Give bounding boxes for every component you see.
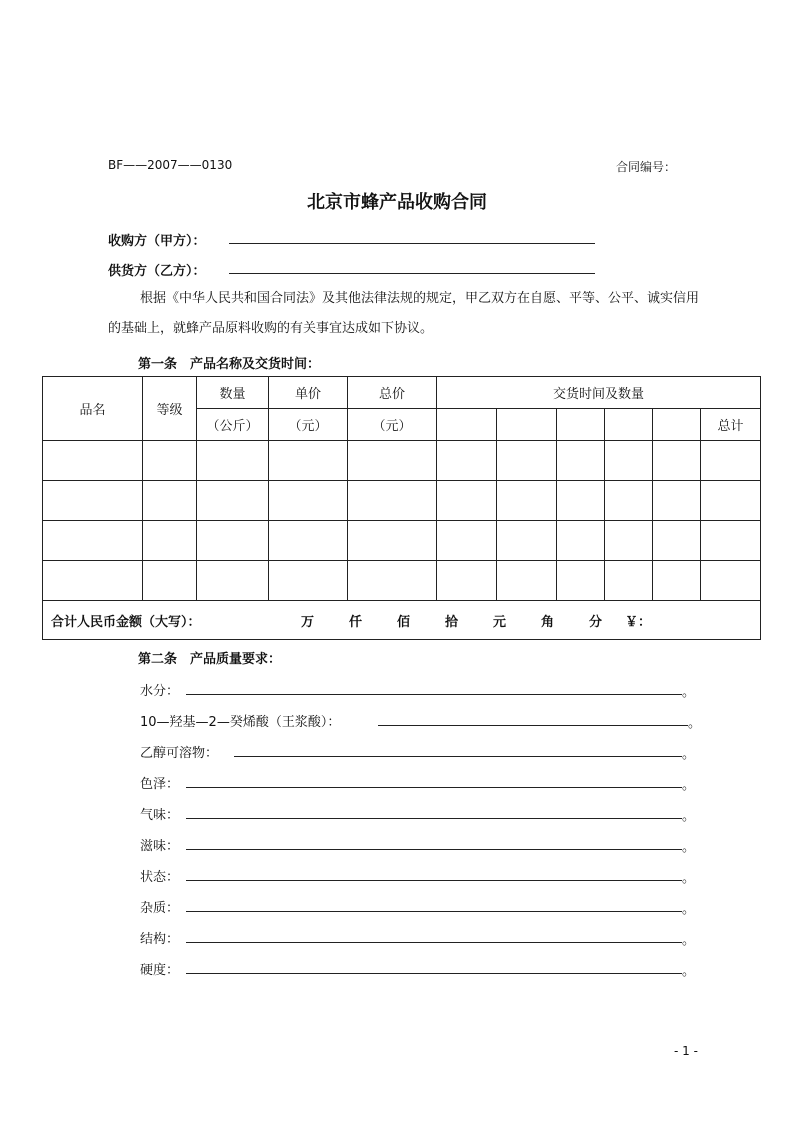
header-unit-price: 单价	[269, 377, 348, 409]
quality-blank-10hda[interactable]	[378, 725, 688, 726]
header-quantity: 数量	[197, 377, 269, 409]
seller-blank-line[interactable]	[229, 273, 595, 274]
quality-label-state: 状态：	[140, 870, 180, 885]
table-cell[interactable]	[43, 481, 143, 521]
table-cell[interactable]	[348, 521, 437, 561]
period-mark: 。	[688, 716, 702, 731]
quality-blank-structure[interactable]	[186, 942, 682, 943]
table-cell[interactable]	[269, 561, 348, 601]
total-amount-cell[interactable]	[43, 601, 761, 640]
unit-bai: 佰	[397, 614, 411, 630]
table-cell[interactable]	[605, 481, 653, 521]
quality-blank-taste[interactable]	[186, 849, 682, 850]
section-1-heading: 第一条 产品名称及交货时间：	[138, 357, 321, 372]
table-cell[interactable]	[497, 481, 557, 521]
quality-label-color: 色泽：	[140, 777, 180, 792]
table-cell[interactable]	[557, 561, 605, 601]
unit-yuan: 元	[493, 614, 507, 630]
quality-label-structure: 结构：	[140, 932, 180, 947]
header-total-unit: （元）	[348, 409, 437, 441]
page-title: 北京市蜂产品收购合同	[307, 192, 487, 213]
header-sum: 总计	[701, 409, 761, 441]
total-amount-label: 合计人民币金额（大写）：	[51, 614, 201, 630]
table-cell[interactable]	[557, 521, 605, 561]
table-cell[interactable]	[348, 481, 437, 521]
table-cell[interactable]	[437, 441, 497, 481]
table-cell[interactable]	[197, 441, 269, 481]
buyer-label: 收购方（甲方）：	[108, 234, 206, 249]
table-cell[interactable]	[653, 561, 701, 601]
table-row	[43, 441, 761, 481]
section-2-heading: 第二条 产品质量要求：	[138, 652, 282, 667]
quality-label-10hda: 10—羟基—2—癸烯酸（王浆酸）：	[140, 715, 341, 730]
table-cell[interactable]	[143, 481, 197, 521]
table-cell[interactable]	[653, 441, 701, 481]
total-amount-row	[43, 601, 761, 640]
unit-shi: 拾	[445, 614, 459, 630]
table-row	[43, 521, 761, 561]
quality-label-taste: 滋味：	[140, 839, 180, 854]
intro-text: 根据《中华人民共和国合同法》及其他法律法规的规定，甲乙双方在自愿、平等、公平、诚实信用的基础上，就蜂产品原料收购的有关事宜达成如下协议。	[108, 291, 700, 336]
contract-code: BF——2007——0130	[108, 158, 233, 172]
period-mark: 。	[682, 964, 696, 979]
table-cell[interactable]	[43, 561, 143, 601]
quality-label-odor: 气味：	[140, 808, 180, 823]
table-cell[interactable]	[348, 561, 437, 601]
table-cell[interactable]	[197, 521, 269, 561]
seller-label: 供货方（乙方）：	[108, 264, 206, 279]
quality-label-moisture: 水分：	[140, 684, 180, 699]
product-table	[42, 376, 761, 640]
period-mark: 。	[682, 902, 696, 917]
header-total-price: 总价	[348, 377, 437, 409]
table-cell[interactable]	[197, 561, 269, 601]
header-grade: 等级	[143, 377, 197, 441]
intro-paragraph	[108, 284, 708, 344]
quality-blank-color[interactable]	[186, 787, 682, 788]
period-mark: 。	[682, 933, 696, 948]
table-cell[interactable]	[197, 481, 269, 521]
period-mark: 。	[682, 840, 696, 855]
table-cell[interactable]	[701, 521, 761, 561]
table-cell[interactable]	[605, 441, 653, 481]
quality-label-impurities: 杂质：	[140, 901, 180, 916]
table-cell[interactable]	[43, 441, 143, 481]
table-cell[interactable]	[497, 561, 557, 601]
delivery-cell[interactable]	[653, 409, 701, 441]
table-cell[interactable]	[653, 481, 701, 521]
table-row	[43, 561, 761, 601]
table-cell[interactable]	[653, 521, 701, 561]
table-cell[interactable]	[437, 561, 497, 601]
page-number: - 1 -	[674, 1044, 698, 1058]
table-cell[interactable]	[437, 521, 497, 561]
table-cell[interactable]	[269, 481, 348, 521]
delivery-cell[interactable]	[605, 409, 653, 441]
table-cell[interactable]	[269, 441, 348, 481]
quality-blank-impurities[interactable]	[186, 911, 682, 912]
table-cell[interactable]	[143, 521, 197, 561]
table-cell[interactable]	[605, 521, 653, 561]
unit-jiao: 角	[541, 614, 555, 630]
table-cell[interactable]	[497, 521, 557, 561]
buyer-blank-line[interactable]	[229, 243, 595, 244]
table-row	[43, 481, 761, 521]
table-cell[interactable]	[701, 481, 761, 521]
quality-blank-hardness[interactable]	[186, 973, 682, 974]
header-name: 品名	[43, 377, 143, 441]
quality-blank-ethanol-soluble[interactable]	[234, 756, 682, 757]
header-quantity-unit: （公斤）	[197, 409, 269, 441]
quality-blank-moisture[interactable]	[186, 694, 682, 695]
table-cell[interactable]	[143, 561, 197, 601]
unit-yen: ￥：	[625, 614, 652, 630]
delivery-cell[interactable]	[557, 409, 605, 441]
table-cell[interactable]	[143, 441, 197, 481]
table-cell[interactable]	[701, 441, 761, 481]
table-cell[interactable]	[437, 481, 497, 521]
header-delivery: 交货时间及数量	[437, 377, 761, 409]
delivery-cell[interactable]	[437, 409, 497, 441]
quality-blank-odor[interactable]	[186, 818, 682, 819]
unit-fen: 分	[589, 614, 603, 630]
quality-label-ethanol-soluble: 乙醇可溶物：	[140, 746, 219, 761]
period-mark: 。	[682, 809, 696, 824]
table-cell[interactable]	[43, 521, 143, 561]
contract-number-label: 合同编号：	[616, 160, 677, 174]
delivery-cell[interactable]	[497, 409, 557, 441]
period-mark: 。	[682, 778, 696, 793]
table-cell[interactable]	[497, 441, 557, 481]
quality-label-hardness: 硬度：	[140, 963, 180, 978]
period-mark: 。	[682, 685, 696, 700]
table-cell[interactable]	[557, 441, 605, 481]
table-cell[interactable]	[557, 481, 605, 521]
table-cell[interactable]	[269, 521, 348, 561]
header-price-unit: （元）	[269, 409, 348, 441]
table-cell[interactable]	[701, 561, 761, 601]
table-cell[interactable]	[605, 561, 653, 601]
unit-qian: 仟	[349, 614, 363, 630]
period-mark: 。	[682, 871, 696, 886]
unit-wan: 万	[301, 614, 315, 630]
table-cell[interactable]	[348, 441, 437, 481]
period-mark: 。	[682, 747, 696, 762]
quality-blank-state[interactable]	[186, 880, 682, 881]
